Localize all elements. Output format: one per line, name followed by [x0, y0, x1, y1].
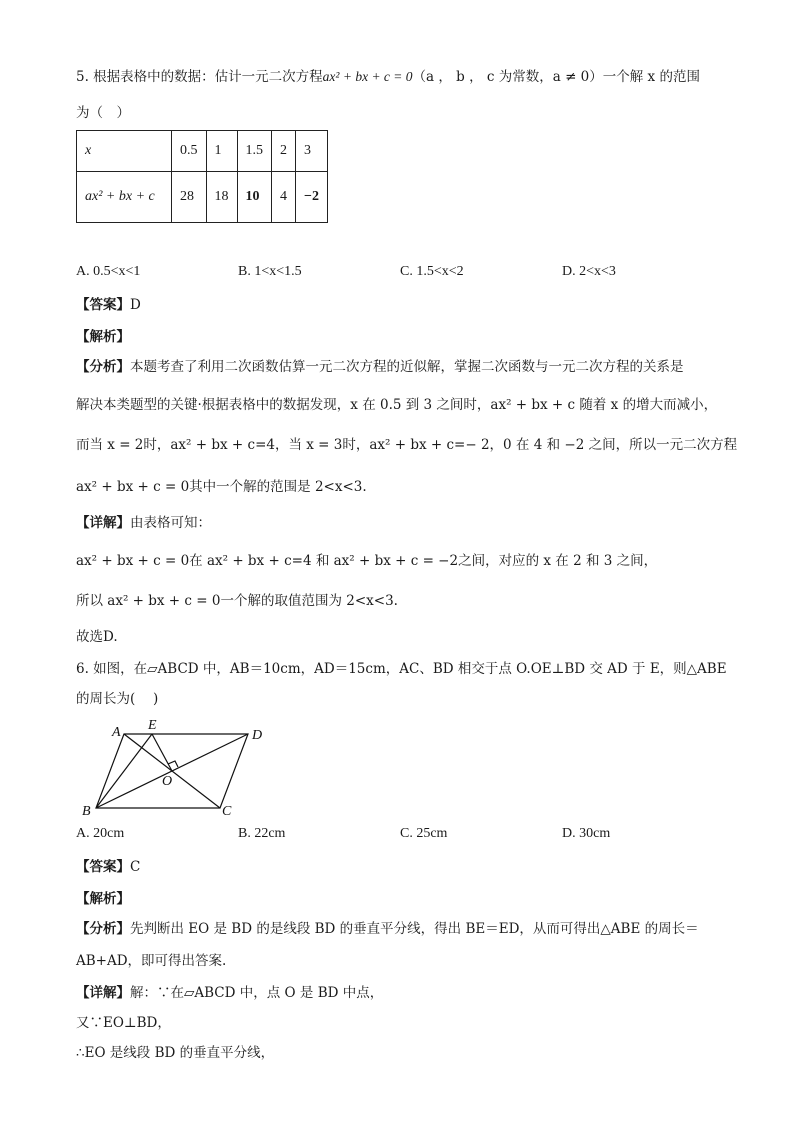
table-cell: 10 [237, 172, 272, 223]
q5-xiangjie-tag: 【详解】 [76, 515, 130, 531]
q6-xiangjie-text-1: 解：∵在▱ABCD 中，点 O 是 BD 中点， [130, 985, 384, 1001]
q5-answer-line [76, 296, 141, 314]
q5-xiangjie-text-1: 由表格可知： [130, 515, 211, 531]
q6-xiangjie-line-3: ∴EO 是线段 BD 的垂直平分线， [76, 1045, 275, 1061]
q5-fenxi-tag: 【分析】 [76, 359, 130, 375]
segment-be [96, 734, 152, 808]
table-row-head: x [77, 131, 172, 172]
q6-fenxi-text-1: 先判断出 EO 是 BD 的是线段 BD 的垂直平分线，得出 BE＝ED，从而可得出△ABE 的周长＝ [130, 921, 699, 937]
table-row-head: ax² + bx + c [77, 172, 172, 223]
table-cell: 3 [296, 131, 328, 172]
table-cell: 28 [172, 172, 207, 223]
q6-fenxi-tag: 【分析】 [76, 921, 130, 937]
q5-fenxi-line-3: 而当 x = 2时，ax² + bx + c=4，当 x = 3时，ax² + bx + c=− 2，0 在 4 和 −2 之间，所以一元二次方程 [76, 437, 738, 453]
table-cell: 2 [272, 131, 296, 172]
q5-answer-tag: 【答案】 [76, 297, 130, 313]
q5-fenxi-text-1: 本题考查了利用二次函数估算一元二次方程的近似解，掌握二次函数与一元二次方程的关系是 [130, 359, 684, 375]
q6-xiangjie-tag: 【详解】 [76, 985, 130, 1001]
q5-fenxi-line-4: ax² + bx + c = 0其中一个解的范围是 2<x<3. [76, 479, 367, 495]
table-row [77, 131, 328, 172]
q6-analysis-tag: 【解析】 [76, 891, 130, 907]
q6-fenxi-line-1 [76, 920, 699, 938]
label-c: C [222, 804, 232, 818]
q6-option-d: D. 30cm [562, 826, 611, 841]
table-cell: 18 [206, 172, 237, 223]
q5-option-c: C. 1.5<x<2 [400, 264, 464, 279]
label-d: D [252, 728, 263, 743]
table-cell: 1 [206, 131, 237, 172]
table-cell: 1.5 [237, 131, 272, 172]
q6-stem-line-2: 的周长为( ) [76, 691, 159, 707]
q6-option-a: A. 20cm [76, 826, 125, 841]
q6-stem-line-1: 6. 如图，在▱ABCD 中，AB＝10cm，AD＝15cm，AC、BD 相交于点 O.OE⊥BD 交 AD 于 E，则△ABE [76, 661, 727, 677]
q5-fenxi-line-2: 解决本类题型的关键·根据表格中的数据发现，x 在 0.5 到 3 之间时，ax² + bx + c 随着 x 的增大而减小， [76, 397, 718, 413]
q6-answer-tag: 【答案】 [76, 859, 130, 875]
q6-xiangjie-line-2: 又∵EO⊥BD， [76, 1015, 171, 1031]
q6-fenxi-line-2: AB+AD，即可得出答案. [76, 953, 227, 969]
table-row [77, 172, 328, 223]
q5-xiangjie-line-4: 故选D. [76, 629, 118, 645]
q6-answer-line [76, 858, 140, 876]
q5-stem-line-2: 为（ ） [76, 105, 130, 121]
segment-eo [152, 734, 172, 771]
table-cell: −2 [296, 172, 328, 223]
label-o: O [162, 774, 173, 789]
q5-xiangjie-line-1 [76, 514, 211, 532]
q5-value-table [76, 130, 328, 223]
q5-xiangjie-line-3: 所以 ax² + bx + c = 0一个解的取值范围为 2<x<3. [76, 593, 398, 609]
q6-xiangjie-line-1 [76, 984, 383, 1002]
q6-option-c: C. 25cm [400, 826, 448, 841]
q5-answer: D [130, 297, 141, 313]
q6-option-b: B. 22cm [238, 826, 286, 841]
table-cell: 4 [272, 172, 296, 223]
q5-option-a: A. 0.5<x<1 [76, 264, 141, 279]
label-a: A [112, 725, 121, 740]
label-e: E [148, 718, 157, 733]
q5-xiangjie-line-2: ax² + bx + c = 0在 ax² + bx + c=4 和 ax² + bx + c = −2之间，对应的 x 在 2 和 3 之间， [76, 553, 658, 569]
label-b: B [82, 804, 91, 818]
table-cell: 0.5 [172, 131, 207, 172]
q5-stem-line-1 [76, 68, 700, 86]
q5-stem-a: 5. 根据表格中的数据：估计一元二次方程 [76, 69, 323, 85]
q5-analysis-tag: 【解析】 [76, 329, 130, 345]
q5-stem-equation: ax² + bx + c = 0 [322, 69, 413, 84]
parallelogram-figure [76, 718, 276, 818]
q5-option-b: B. 1<x<1.5 [238, 264, 302, 279]
q5-fenxi-line-1 [76, 358, 684, 376]
q5-option-d: D. 2<x<3 [562, 264, 616, 279]
q6-answer: C [130, 859, 141, 875]
q5-stem-b: （a ， b ， c 为常数，a ≠ 0）一个解 x 的范围 [412, 69, 700, 85]
